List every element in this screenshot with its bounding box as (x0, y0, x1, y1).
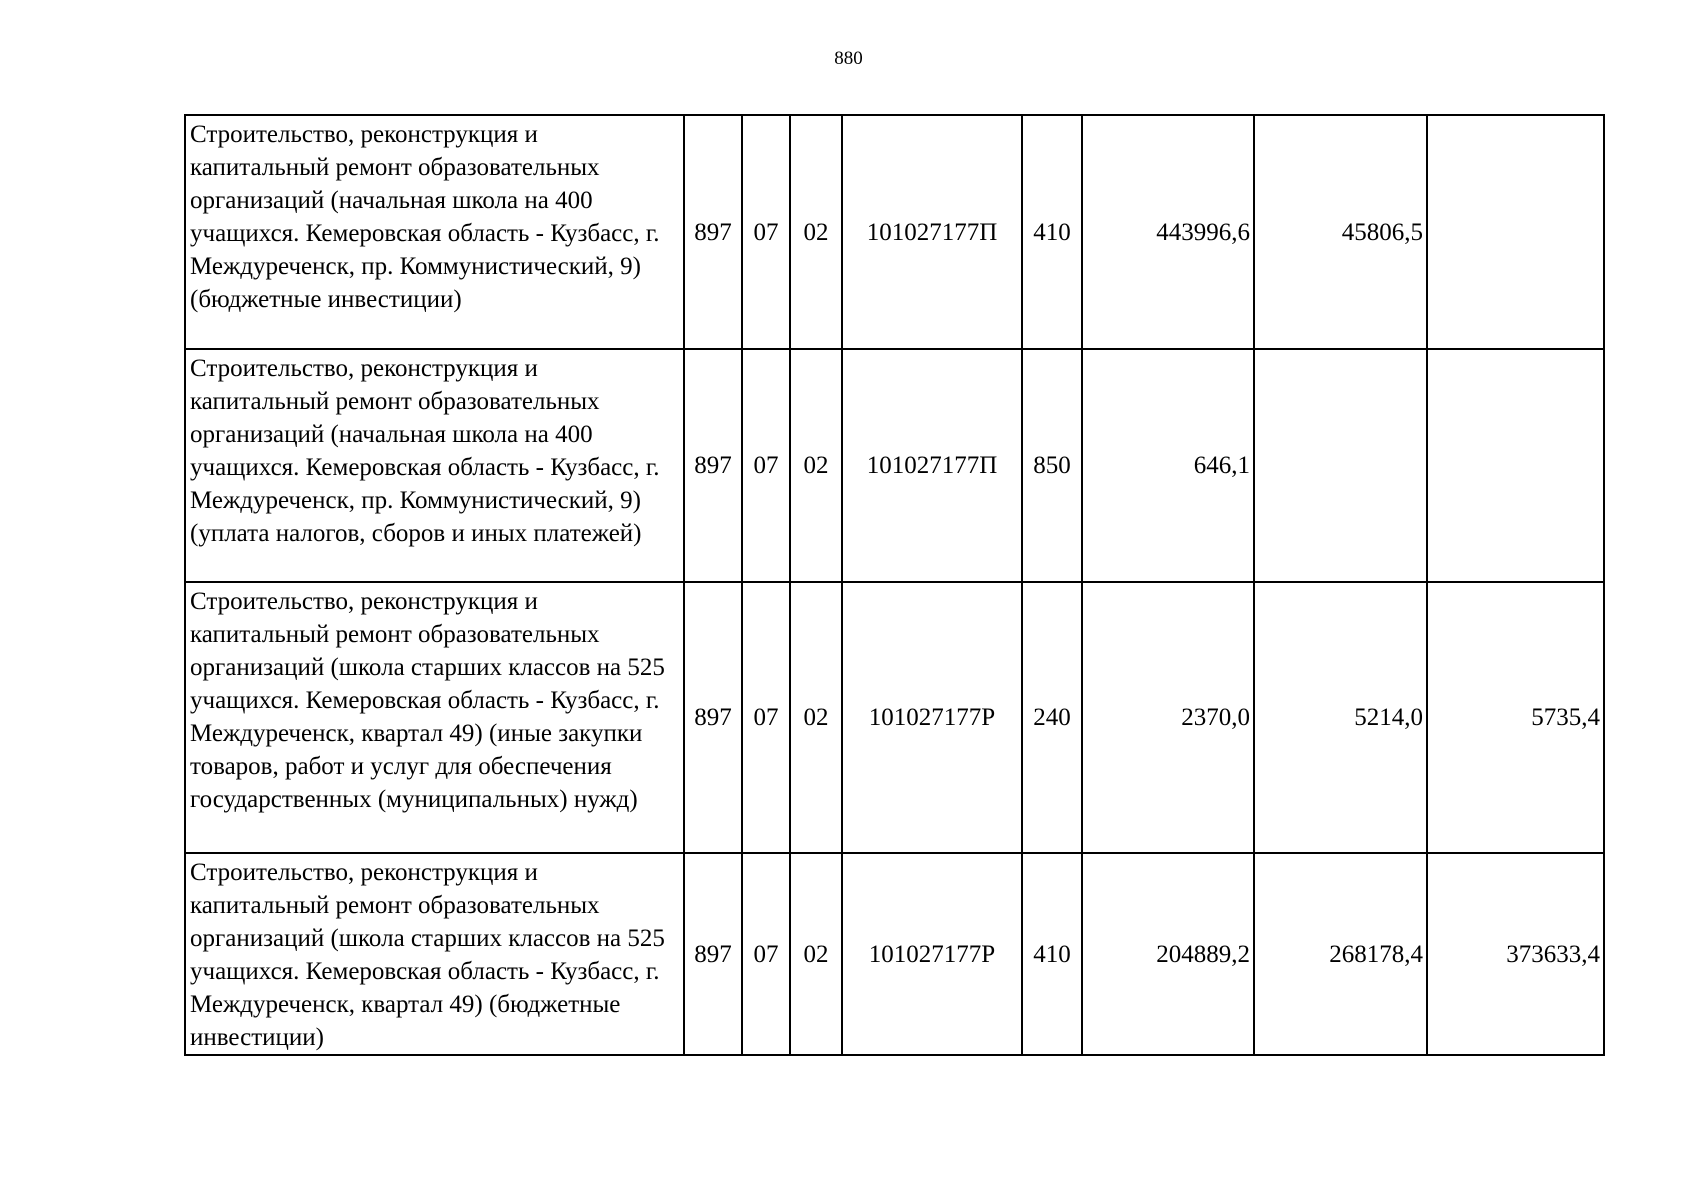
section-code: 07 (742, 853, 790, 1055)
target-article-code: 101027177Р (842, 582, 1022, 853)
page-number: 880 (834, 48, 863, 69)
ministry-code: 897 (684, 853, 742, 1055)
subsection-code: 02 (790, 853, 842, 1055)
expense-type-code: 410 (1022, 115, 1082, 349)
expense-type-code: 240 (1022, 582, 1082, 853)
amount-year-1: 204889,2 (1082, 853, 1254, 1055)
subsection-code: 02 (790, 582, 842, 853)
amount-year-2: 45806,5 (1254, 115, 1427, 349)
amount-year-3 (1427, 115, 1604, 349)
target-article-code: 101027177Р (842, 853, 1022, 1055)
ministry-code: 897 (684, 582, 742, 853)
amount-year-1: 443996,6 (1082, 115, 1254, 349)
expense-type-code: 410 (1022, 853, 1082, 1055)
amount-year-1: 646,1 (1082, 349, 1254, 582)
target-article-code: 101027177П (842, 349, 1022, 582)
row-description: Строительство, реконструкция и капитальный ремонт образовательных организаций (школа старших классов на 525 учащихся. Кемеровская область - Кузбасс, г. Междуреченск, квартал 49) (иные закупки товаров, работ и услуг для обеспечения государственных (муниципальных) нужд) (185, 582, 684, 853)
ministry-code: 897 (684, 349, 742, 582)
amount-year-3: 373633,4 (1427, 853, 1604, 1055)
target-article-code: 101027177П (842, 115, 1022, 349)
amount-year-2: 268178,4 (1254, 853, 1427, 1055)
section-code: 07 (742, 582, 790, 853)
row-description: Строительство, реконструкция и капитальный ремонт образовательных организаций (начальная школа на 400 учащихся. Кемеровская область - Кузбасс, г. Междуреченск, пр. Коммунистический, 9) (бюджетные инвестиции) (185, 115, 684, 349)
row-description: Строительство, реконструкция и капитальный ремонт образовательных организаций (начальная школа на 400 учащихся. Кемеровская область - Кузбасс, г. Междуреченск, пр. Коммунистический, 9) (уплата налогов, сборов и иных платежей) (185, 349, 684, 582)
subsection-code: 02 (790, 349, 842, 582)
table-row (185, 582, 1604, 853)
amount-year-1: 2370,0 (1082, 582, 1254, 853)
amount-year-3: 5735,4 (1427, 582, 1604, 853)
amount-year-2: 5214,0 (1254, 582, 1427, 853)
section-code: 07 (742, 349, 790, 582)
table-row (185, 349, 1604, 582)
subsection-code: 02 (790, 115, 842, 349)
budget-table (184, 114, 1605, 1056)
ministry-code: 897 (684, 115, 742, 349)
table-row (185, 115, 1604, 349)
amount-year-3 (1427, 349, 1604, 582)
amount-year-2 (1254, 349, 1427, 582)
row-description: Строительство, реконструкция и капитальный ремонт образовательных организаций (школа старших классов на 525 учащихся. Кемеровская область - Кузбасс, г. Междуреченск, квартал 49) (бюджетные инвестиции) (185, 853, 684, 1055)
expense-type-code: 850 (1022, 349, 1082, 582)
section-code: 07 (742, 115, 790, 349)
table-row (185, 853, 1604, 1055)
